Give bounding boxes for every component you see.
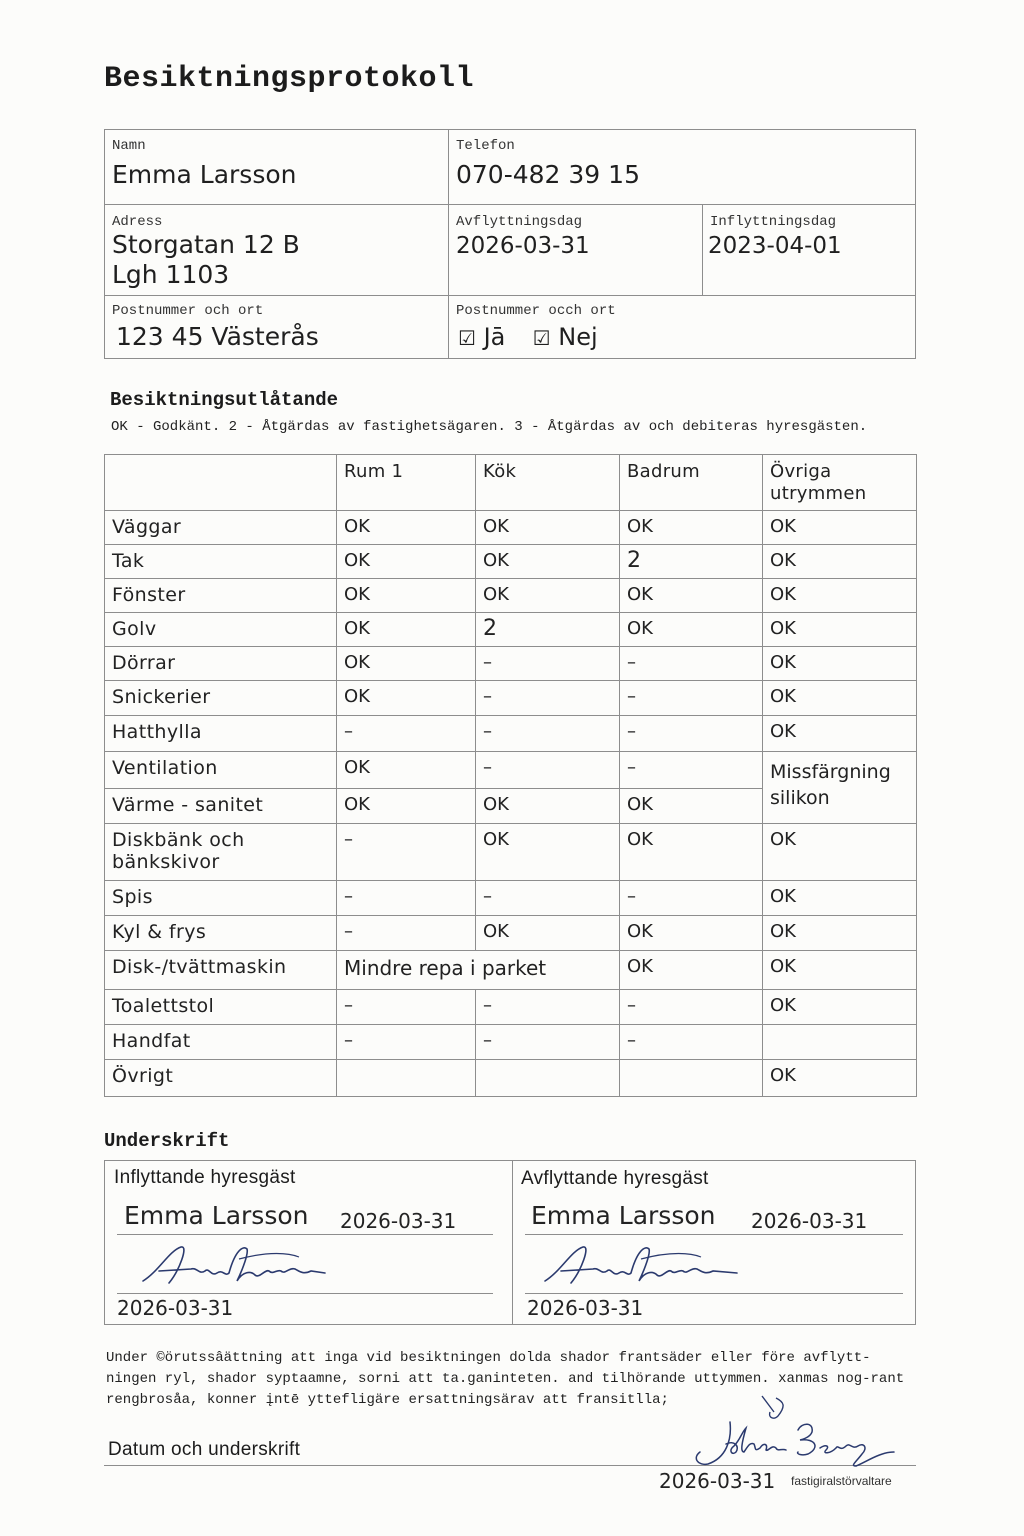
option-row <box>458 323 598 351</box>
signature-line <box>117 1293 493 1294</box>
table-cell: OK <box>763 716 917 752</box>
table-cell: OK <box>337 681 476 716</box>
table-cell: OK <box>763 824 917 881</box>
column-header: Kök <box>476 455 620 511</box>
column-header: Övriga utrymmen <box>763 455 917 511</box>
table-cell: OK <box>620 789 763 824</box>
moveout-date: 2026-03-31 <box>456 233 590 259</box>
table-cell: – <box>337 990 476 1025</box>
footer-disclaimer: Under ©örutssâättning att inga vid besiktningen dolda shador frantsäder eller före avflytt-ningen ryl, shador syptaamne, sorni att ta.ganinteten. and tilhörande uttymmen. xanmas nog-rant rengbrosåa, konner įntē yttefligäre ersattningsärav att fransitlla; <box>106 1350 905 1408</box>
table-cell: OK <box>337 789 476 824</box>
table-cell: – <box>620 716 763 752</box>
table-cell: – <box>476 647 620 681</box>
moveout-label: Avflyttningsdag <box>456 214 583 230</box>
merged-note-cell: Missfärgning silikon <box>763 752 917 824</box>
table-cell: OK <box>337 647 476 681</box>
footer-role: fastigiralstörvaltare <box>791 1474 892 1488</box>
signature-box <box>104 1160 916 1325</box>
table-cell: – <box>476 881 620 916</box>
row-label: Värme - sanitet <box>105 789 337 824</box>
row-label: Övrigt <box>105 1060 337 1097</box>
moveout-signature-heading: Avflyttande hyresgäst <box>521 1168 709 1189</box>
address-line1: Storgatan 12 B <box>112 230 300 259</box>
table-cell: OK <box>337 545 476 579</box>
table-cell: OK <box>763 545 917 579</box>
table-cell: OK <box>620 511 763 545</box>
movein-signer-date: 2026-03-31 <box>340 1209 457 1233</box>
row-label: Hatthylla <box>105 716 337 752</box>
row-label: Väggar <box>105 511 337 545</box>
page-title: Besiktningsprotokoll <box>104 62 475 96</box>
table-cell: OK <box>763 916 917 951</box>
table-cell: – <box>476 681 620 716</box>
divider <box>702 204 703 295</box>
signature-section-title: Underskrift <box>104 1130 230 1152</box>
table-row <box>105 752 917 789</box>
table-row <box>105 716 917 752</box>
table-row <box>105 881 917 916</box>
table-cell: OK <box>620 824 763 881</box>
table-cell: OK <box>763 681 917 716</box>
movein-signer-name: Emma Larsson <box>124 1201 309 1230</box>
table-cell: OK <box>620 916 763 951</box>
table-cell: OK <box>620 579 763 613</box>
moveout-signer-date: 2026-03-31 <box>751 1209 868 1233</box>
table-cell: OK <box>763 511 917 545</box>
table-cell: – <box>620 752 763 789</box>
table-cell: OK <box>763 613 917 647</box>
table-cell: OK <box>337 579 476 613</box>
postal-label: Postnummer och ort <box>112 303 264 319</box>
table-cell: – <box>476 752 620 789</box>
table-cell <box>763 1025 917 1060</box>
movein-label: Inflyttningsdag <box>710 214 837 230</box>
table-cell: OK <box>476 824 620 881</box>
owner-signature-icon <box>690 1392 900 1472</box>
table-cell: OK <box>763 881 917 916</box>
address-line2: Lgh 1103 <box>112 260 230 289</box>
table-cell: OK <box>620 613 763 647</box>
table-cell: OK <box>763 1060 917 1097</box>
table-cell: – <box>337 881 476 916</box>
table-cell <box>476 1060 620 1097</box>
movein-signature-heading: Inflyttande hyresgäst <box>114 1167 296 1188</box>
table-row <box>105 545 917 579</box>
phone-label: Telefon <box>456 138 515 154</box>
tenant-info-box <box>104 129 916 359</box>
table-row <box>105 1025 917 1060</box>
statement-legend: OK - Godkänt. 2 - Åtgärdas av fastighetsägaren. 3 - Åtgärdas av och debiteras hyresgästen. <box>111 419 868 435</box>
table-cell: – <box>620 681 763 716</box>
signature-line <box>117 1234 493 1235</box>
table-cell: – <box>620 881 763 916</box>
table-row <box>105 990 917 1025</box>
row-label: Toalettstol <box>105 990 337 1025</box>
signature-line <box>525 1234 903 1235</box>
name-value: Emma Larsson <box>112 160 297 189</box>
movein-date: 2023-04-01 <box>708 233 842 259</box>
moveout-signer-name: Emma Larsson <box>531 1201 716 1230</box>
address-label: Adress <box>112 214 163 230</box>
row-label: Handfat <box>105 1025 337 1060</box>
postal-value: 123 45 Västerås <box>116 322 319 351</box>
table-cell: OK <box>763 647 917 681</box>
table-cell: OK <box>476 579 620 613</box>
footer-date: 2026-03-31 <box>659 1469 776 1493</box>
table-row <box>105 1060 917 1097</box>
table-row <box>105 916 917 951</box>
row-label: Ventilation <box>105 752 337 789</box>
table-cell: – <box>337 716 476 752</box>
table-cell: – <box>337 916 476 951</box>
handwritten-signature-icon <box>139 1241 329 1291</box>
column-header: Rum 1 <box>337 455 476 511</box>
row-label: Diskbänk och bänkskivor <box>105 824 337 881</box>
column-header: Badrum <box>620 455 763 511</box>
table-cell <box>337 1060 476 1097</box>
divider <box>448 130 449 358</box>
table-row <box>105 951 917 990</box>
table-cell: OK <box>476 789 620 824</box>
row-label: Fönster <box>105 579 337 613</box>
table-cell: – <box>476 1025 620 1060</box>
signature-line <box>525 1293 903 1294</box>
table-cell: OK <box>476 545 620 579</box>
table-cell: 2 <box>476 613 620 647</box>
postal2-label: Postnummer occh ort <box>456 303 616 319</box>
table-cell: OK <box>763 579 917 613</box>
table-cell: – <box>337 824 476 881</box>
table-cell: OK <box>337 752 476 789</box>
table-cell: 2 <box>620 545 763 579</box>
table-cell: – <box>476 716 620 752</box>
row-label: Snickerier <box>105 681 337 716</box>
row-label: Kyl & frys <box>105 916 337 951</box>
option-yes-label: Jā <box>483 323 506 351</box>
table-cell: OK <box>763 990 917 1025</box>
table-cell: OK <box>337 613 476 647</box>
movein-sign-date: 2026-03-31 <box>117 1296 234 1320</box>
row-label: Tak <box>105 545 337 579</box>
table-cell: – <box>620 990 763 1025</box>
table-row <box>105 613 917 647</box>
table-cell: – <box>476 990 620 1025</box>
option-no-label: Nej <box>558 323 598 351</box>
table-cell: OK <box>476 916 620 951</box>
table-cell: OK <box>620 951 763 990</box>
table-corner-cell <box>105 455 337 511</box>
table-row <box>105 511 917 545</box>
table-header-row <box>105 455 917 511</box>
table-cell: – <box>337 1025 476 1060</box>
table-cell: OK <box>763 951 917 990</box>
table-cell: – <box>620 647 763 681</box>
name-label: Namn <box>112 138 146 154</box>
divider <box>512 1161 513 1324</box>
table-cell: – <box>620 1025 763 1060</box>
statement-title: Besiktningsutlåtande <box>110 389 339 411</box>
table-row <box>105 647 917 681</box>
moveout-sign-date: 2026-03-31 <box>527 1296 644 1320</box>
handwritten-signature-icon <box>541 1241 741 1291</box>
checked-box-icon[interactable]: ☑ <box>532 326 551 350</box>
table-cell: OK <box>476 511 620 545</box>
row-label: Disk-/tvättmaskin <box>105 951 337 990</box>
table-row <box>105 579 917 613</box>
inspection-table <box>104 454 917 1097</box>
table-cell: OK <box>337 511 476 545</box>
table-row <box>105 824 917 881</box>
row-label: Dörrar <box>105 647 337 681</box>
date-sign-label: Datum och underskrift <box>108 1439 301 1460</box>
checked-box-icon[interactable]: ☑ <box>458 326 476 350</box>
table-cell <box>620 1060 763 1097</box>
divider <box>105 295 915 296</box>
divider <box>105 204 915 205</box>
table-row <box>105 681 917 716</box>
merged-remark-cell: Mindre repa i parket <box>337 951 620 990</box>
phone-value: 070-482 39 15 <box>456 160 640 189</box>
row-label: Spis <box>105 881 337 916</box>
row-label: Golv <box>105 613 337 647</box>
